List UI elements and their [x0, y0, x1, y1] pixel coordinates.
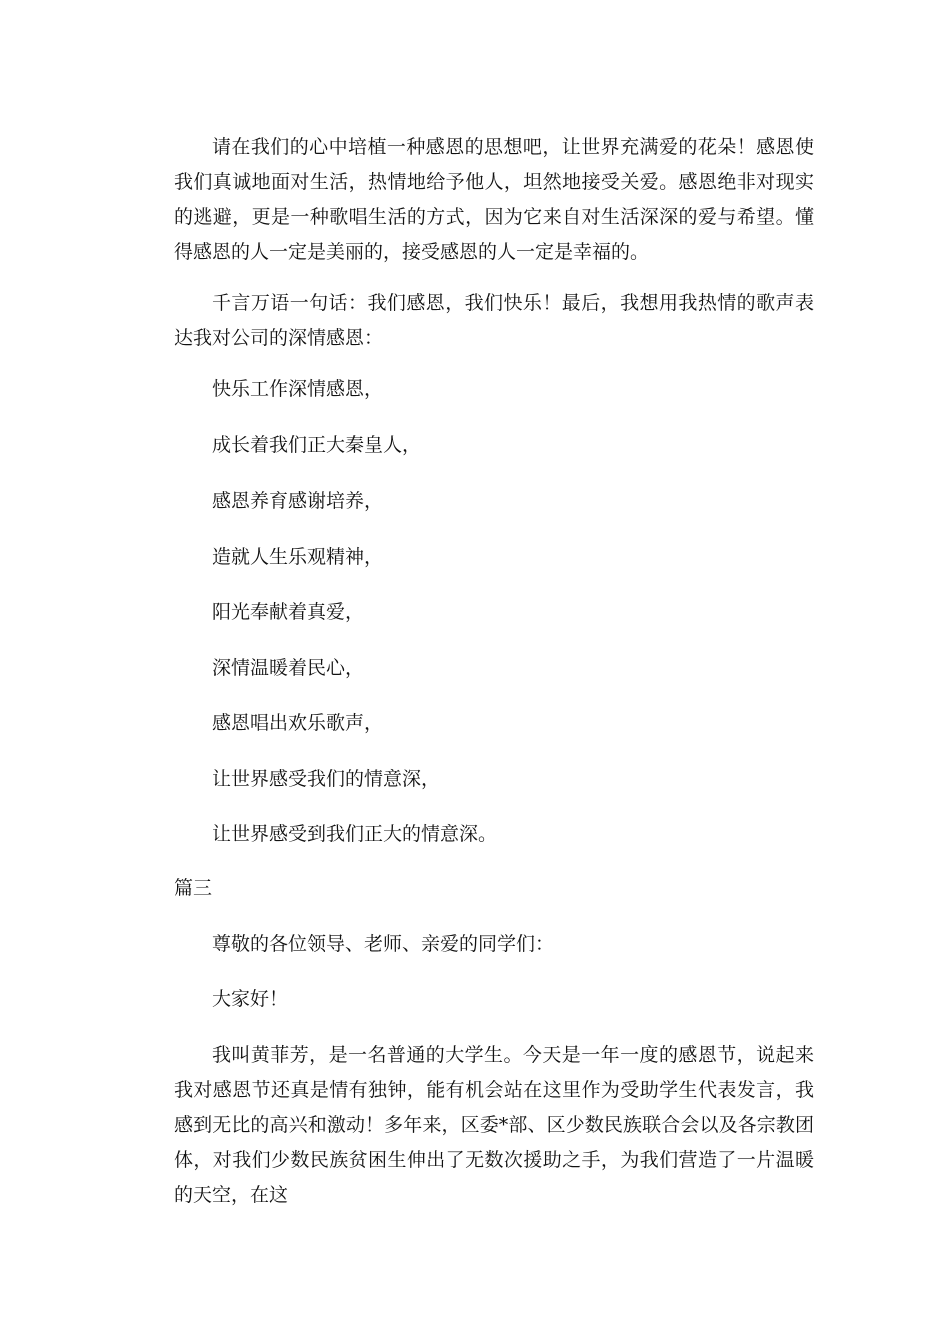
- poem-line: 感恩唱出欢乐歌声，: [212, 712, 384, 734]
- paragraph-gratitude-thoughts: 请在我们的心中培植一种感恩的思想吧，让世界充满爱的花朵！感恩使我们真诚地面对生活，热情地给予他人，坦然地接受关爱。感恩绝非对现实的逃避，更是一种歌唱生活的方式，因为它来自对生活深深的爱与希望。懂得感恩的人一定是美丽的，接受感恩的人一定是幸福的。: [174, 136, 814, 263]
- poem-line: 快乐工作深情感恩，: [212, 378, 384, 400]
- greeting: 大家好！: [212, 988, 289, 1010]
- poem-line: 造就人生乐观精神，: [212, 546, 384, 568]
- paragraph-closing-words: 千言万语一句话：我们感恩，我们快乐！最后，我想用我热情的歌声表达我对公司的深情感恩：: [174, 292, 814, 349]
- poem-line: 深情温暖着民心，: [212, 657, 365, 679]
- section-title: 篇三: [174, 877, 213, 899]
- poem-line: 让世界感受到我们正大的情意深。: [212, 823, 498, 845]
- poem-line: 让世界感受我们的情意深，: [212, 768, 441, 790]
- poem-line: 感恩养育感谢培养，: [212, 490, 384, 512]
- poem-line: 阳光奉献着真爱，: [212, 601, 365, 623]
- poem-line: 成长着我们正大秦皇人，: [212, 434, 422, 456]
- paragraph-speech-intro: 我叫黄菲芳，是一名普通的大学生。今天是一年一度的感恩节，说起来我对感恩节还真是情有独钟，能有机会站在这里作为受助学生代表发言，我感到无比的高兴和激动！多年来，区委*部、区少数民族联合会以及各宗教团体，对我们少数民族贫困生伸出了无数次援助之手，为我们营造了一片温暖的天空，在这: [174, 1044, 814, 1206]
- salutation: 尊敬的各位领导、老师、亲爱的同学们：: [212, 933, 555, 955]
